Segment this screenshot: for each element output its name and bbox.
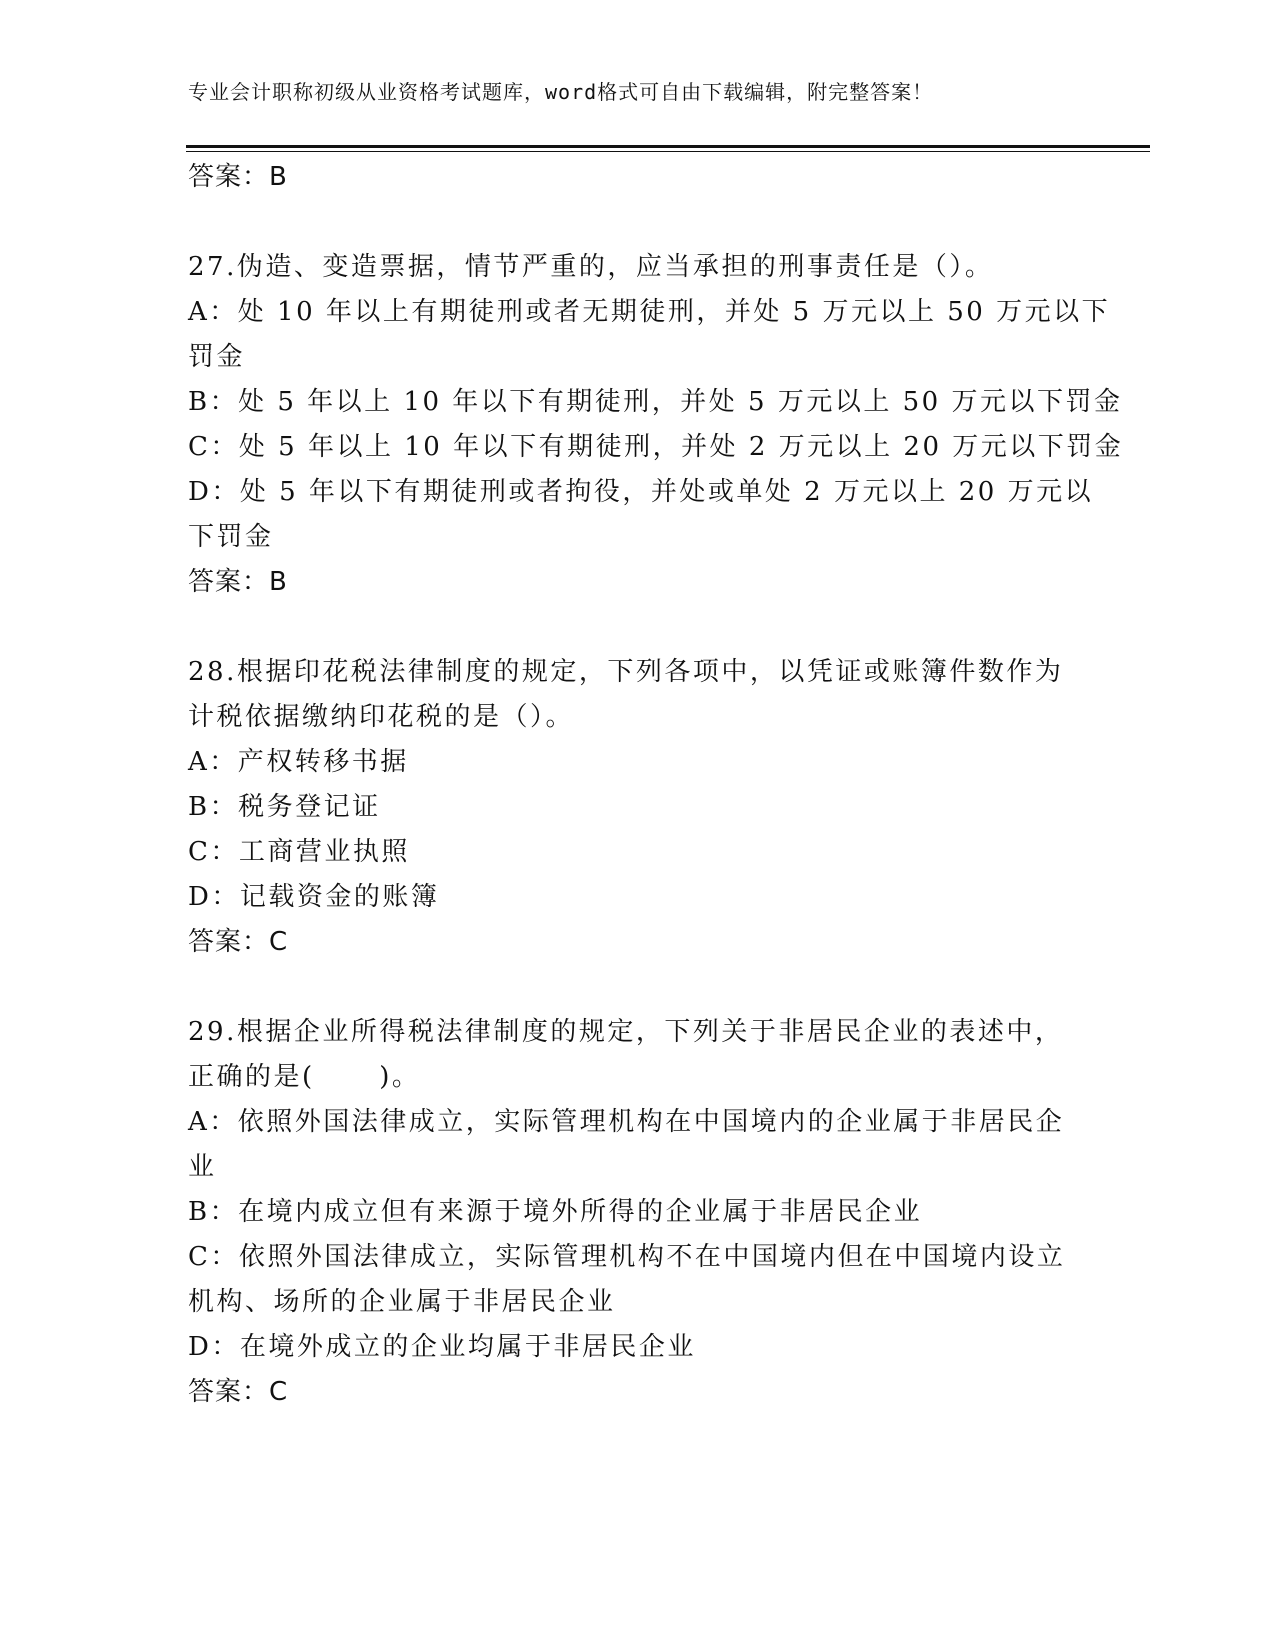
option-line: C：工商营业执照	[188, 837, 410, 867]
question-stem: 计税依据缴纳印花税的是（）。	[188, 702, 575, 732]
question-stem: 28.根据印花税法律制度的规定，下列各项中，以凭证或账簿件数作为	[188, 657, 1064, 687]
spacer	[188, 605, 1088, 650]
question-block	[188, 245, 1124, 605]
question-stem: 29.根据企业所得税法律制度的规定，下列关于非居民企业的表述中，	[188, 1017, 1064, 1047]
page-header: 专业会计职称初级从业资格考试题库，word格式可自由下载编辑，附完整答案！	[188, 80, 934, 104]
header-rule-thick	[186, 145, 1150, 148]
spacer	[188, 200, 1088, 245]
option-line: 业	[188, 1152, 217, 1182]
option-line: B：处 5 年以上 10 年以下有期徒刑，并处 5 万元以上 50 万元以下罚金	[188, 387, 1123, 417]
question-block	[188, 650, 1088, 965]
option-line: A：产权转移书据	[188, 747, 409, 777]
answer-label: 答案：C	[188, 927, 289, 957]
question-block	[188, 1010, 1088, 1415]
option-line: C：处 5 年以上 10 年以下有期徒刑，并处 2 万元以上 20 万元以下罚金	[188, 432, 1124, 462]
answer-label: 答案：B	[188, 162, 288, 192]
answer-label: 答案：C	[188, 1377, 289, 1407]
option-line: 机构、场所的企业属于非居民企业	[188, 1287, 616, 1317]
option-line: C：依照外国法律成立，实际管理机构不在中国境内但在中国境内设立	[188, 1242, 1066, 1272]
answer-label: 答案：B	[188, 567, 288, 597]
question-stem: 正确的是( )。	[188, 1062, 421, 1092]
option-line: A：依照外国法律成立，实际管理机构在中国境内的企业属于非居民企	[188, 1107, 1065, 1137]
option-line: B：税务登记证	[188, 792, 381, 822]
option-line: D：处 5 年以下有期徒刑或者拘役，并处或单处 2 万元以上 20 万元以	[188, 477, 1094, 507]
option-line: B：在境内成立但有来源于境外所得的企业属于非居民企业	[188, 1197, 923, 1227]
option-line: 下罚金	[188, 522, 274, 552]
option-line: D：在境外成立的企业均属于非居民企业	[188, 1332, 696, 1362]
option-line: A：处 10 年以上有期徒刑或者无期徒刑，并处 5 万元以上 50 万元以下	[188, 297, 1111, 327]
question-stem: 27.伪造、变造票据，情节严重的，应当承担的刑事责任是（）。	[188, 252, 994, 282]
option-line: 罚金	[188, 342, 246, 372]
option-line: D：记载资金的账簿	[188, 882, 440, 912]
header-rule-thin	[186, 151, 1150, 152]
spacer	[188, 965, 1088, 1010]
question-content	[188, 155, 1124, 1415]
